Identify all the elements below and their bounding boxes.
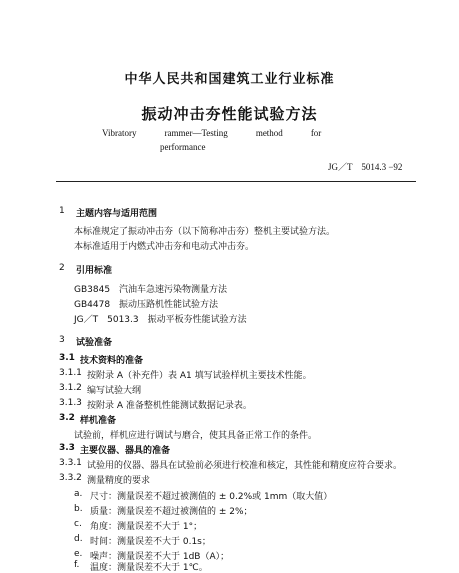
english-title-word: for [310, 128, 322, 138]
english-title-word: Vibratory [102, 128, 137, 138]
section-number: 2 [59, 263, 65, 273]
item-text: 按附录 A（补充件）表 A1 填写试验样机主要技术性能。 [87, 371, 312, 381]
list-marker: c. [74, 519, 82, 529]
item-text: 试验前，样机应进行调试与磨合，使其具备正常工作的条件。 [74, 431, 318, 441]
list-item-text: 质量：测量误差不超过被测值的 ± 2%； [90, 507, 253, 517]
reference-item: GB4478 振动压路机性能试验方法 [74, 300, 219, 310]
item-text: 主要仪器、器具的准备 [80, 446, 171, 456]
reference-item: GB3845 汽油车急速污染物测量方法 [74, 285, 228, 295]
item-number: 3.1.1 [59, 368, 82, 378]
paragraph: 本标准适用于内燃式冲击夯和电动式冲击夯。 [74, 242, 255, 252]
issuing-organization: 中华人民共和国建筑工业行业标准 [124, 72, 335, 87]
list-marker: e. [74, 549, 83, 559]
list-item-text: 角度：测量误差不大于 1°； [90, 522, 203, 532]
section-heading: 引用标准 [76, 266, 113, 276]
item-number: 3.1 [59, 353, 75, 363]
standard-code: JG／T 5014.3 −92 [328, 162, 403, 172]
document-title: 振动冲击夯性能试验方法 [141, 105, 318, 123]
list-marker: f. [74, 560, 80, 570]
section-heading: 主题内容与适用范围 [76, 209, 158, 219]
item-number: 3.2 [59, 413, 75, 423]
english-title-line1 [102, 128, 349, 138]
list-marker: a. [74, 489, 83, 499]
reference-item: JG／T 5013.3 振动平板夯性能试验方法 [74, 315, 247, 325]
english-title-word: method [255, 128, 283, 138]
item-text: 样机准备 [80, 416, 117, 426]
list-marker: b. [74, 504, 83, 514]
section-heading: 试验准备 [76, 338, 113, 348]
item-text: 编写试验大纲 [87, 386, 142, 396]
english-title-word: rammer—Testing [164, 128, 228, 138]
item-text: 按附录 A 准备整机性能测试数据记录表。 [87, 401, 252, 411]
paragraph: 本标准规定了振动冲击夯（以下简称冲击夯）整机主要试验方法。 [74, 227, 336, 237]
item-number: 3.3.1 [59, 458, 82, 468]
list-item-text: 尺寸：测量误差不超过被测值的 ± 0.2%或 1mm（取大值） [90, 492, 333, 502]
section-number: 1 [59, 206, 65, 216]
item-number: 3.3.2 [59, 473, 82, 483]
item-text: 测量精度的要求 [87, 476, 151, 486]
list-item-text: 噪声：测量误差不大于 1dB（A）； [90, 552, 230, 562]
list-item-text: 时间：测量误差不大于 0.1s； [90, 537, 211, 547]
section-number: 3 [59, 335, 65, 345]
item-number: 3.3 [59, 443, 75, 453]
item-text: 技术资料的准备 [80, 356, 144, 366]
list-item-text: 温度：测量误差不大于 1℃。 [90, 563, 208, 573]
item-number: 3.1.3 [59, 398, 82, 408]
list-marker: d. [74, 534, 83, 544]
item-number: 3.1.2 [59, 383, 82, 393]
header-divider [56, 181, 416, 182]
item-text: 试验用的仪器、器具在试验前必须进行校准和核定，其性能和精度应符合要求。 [87, 461, 403, 471]
english-title-line2: performance [160, 142, 206, 152]
